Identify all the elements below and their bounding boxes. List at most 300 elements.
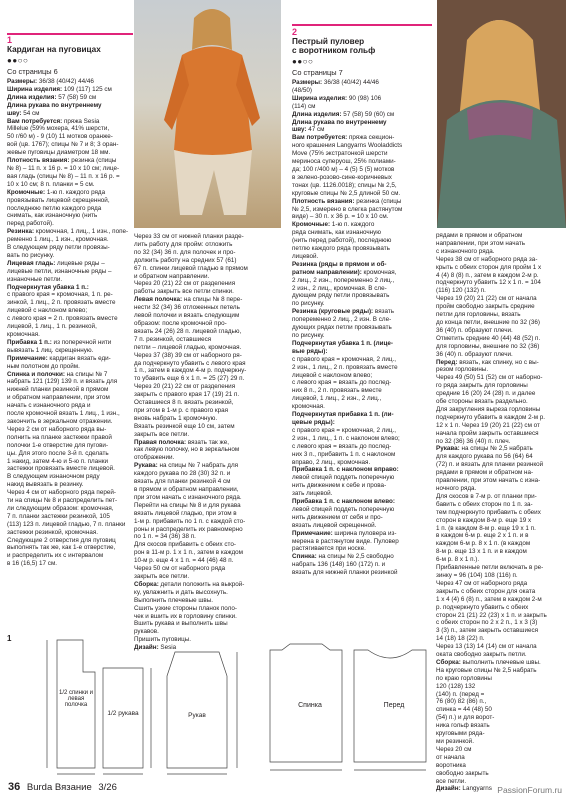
instruction-line: лицевой с наклоном влево; (292, 371, 373, 379)
instruction-line: лицевой с наклоном влево; (7, 307, 88, 315)
instruction-line: 1 накид, затем 4-ю и 5-ю п. планки (7, 457, 108, 465)
instruction-line: по 32 (34) 36 п. для полочек и про- (134, 248, 236, 256)
instruction-line: дующих рядах петли провязывать (292, 324, 392, 332)
schematic-label: 1/2 спинки и левая полочка (59, 690, 93, 708)
instruction-line: правлении, при этом начать с изна- (436, 477, 541, 485)
pattern-number: 2 (292, 27, 298, 37)
instruction-line: да; 100 г/400 м) – 4 (5) 5 (5) мотков (292, 165, 395, 173)
instruction-line: ку, увлажнить и дать высохнуть. (134, 588, 228, 596)
instruction-line: ти на спицы № 8 и распределить пет- (7, 497, 118, 505)
instruction-line: Оставшиеся 8 п. вязать резинкой, (134, 399, 234, 407)
instruction-line: сторон в каждом 8-м р. еще 19 х (436, 516, 532, 524)
instruction-heading: Подчеркнутая прибавка 1 п. (ли- (292, 411, 394, 419)
instruction-line: в зелено-розово-сине-коричневых (292, 173, 392, 181)
instruction-line: да подчеркнуто убавить с левого края (134, 359, 246, 367)
instruction-line: нить движением к себе и прова- (292, 482, 387, 490)
instruction-heading: Спинка: (292, 553, 317, 561)
instruction-heading: Правая полочка: (134, 438, 187, 446)
pattern1-instructions-col2 (134, 233, 282, 652)
instruction-line: вать по рисунку. (7, 251, 55, 259)
section-rule (7, 33, 133, 35)
instruction-line: ратном направлении): кромочная, (292, 268, 397, 276)
instruction-line: накид вывязать в резинку. (7, 481, 84, 489)
schematic-number: 1 (7, 634, 12, 643)
instruction-line: Спинка и полочки: на спицы № 7 (7, 370, 108, 378)
instruction-heading: Рукава: (134, 462, 158, 470)
instruction-line: ли следующим образом: кромочная, (7, 504, 114, 512)
instruction-line: Размеры: 36/38 (40/42) 44/46 (292, 79, 379, 86)
instruction-heading: вые ряды): (292, 347, 328, 355)
instruction-line: Через 20 см (436, 745, 472, 753)
instruction-line: 10-м р. еще 4 х 1 п. = 44 (46) 48 п. (134, 557, 234, 565)
instruction-line: 7 п. резинкой, оставшиеся (134, 335, 212, 343)
instruction-line (7, 284, 135, 292)
instruction-line: направлении, при этом начать (436, 239, 526, 247)
photo-cardigan-model (134, 0, 281, 228)
schematic-pattern1 (7, 632, 287, 777)
instruction-heading: цевые ряды): (292, 418, 335, 426)
instruction-line: Кромочные: 1-ю п. каждого (292, 221, 375, 229)
instruction-line: должить работу на средних 57 (61) (134, 256, 237, 264)
instruction-line: вязать лицевой скрещенной. (292, 521, 377, 529)
instruction-line: каждом 6-м р. 8 х 1 п. (в каждом (436, 540, 531, 548)
instruction-line: ряда снимать, как изнаночную (292, 229, 382, 237)
instruction-line: Примечание: кардиган вязать еди- (7, 354, 111, 362)
instruction-line: 1 п., затем в каждом 4-м р. подчеркну- (134, 367, 247, 375)
instruction-line (292, 340, 434, 348)
instruction-heading: шву: (292, 126, 307, 134)
instruction-line: то убавить еще 6 х 1 п. = 25 (27) 29 п. (134, 375, 245, 383)
pattern-title (292, 37, 375, 55)
issue-number: 3/26 (98, 782, 117, 793)
instruction-line: № 2,5, измерено в слегка растянутом (292, 205, 403, 213)
from-page-ref: Со страницы 7 (292, 68, 343, 77)
instruction-line: отображении. (134, 454, 175, 462)
instruction-line: Выполнить плечевые швы. (134, 596, 214, 604)
instruction-heading: Прибавка 1 п. с наклоном вправо: (292, 466, 399, 474)
instruction-line: тем подчеркнуто прибавить с обеих (436, 508, 541, 516)
pattern-title-line: Пестрый пуловер (292, 37, 365, 46)
instruction-line: левой спицей поддеть поперечную (292, 474, 395, 482)
instruction-line: рон в 11-м р. 1 х 1 п., затем в каждом (134, 549, 243, 557)
instruction-line: спинка = 44 (48) 50 (436, 706, 492, 714)
instruction-line: 120 (128) 132 (436, 682, 476, 690)
instruction-line: петли для горловины, вязать (436, 311, 521, 319)
instruction-line: них 3 п., прибавить 1 п. с наклоном (292, 450, 396, 458)
instruction-line: Сборка: выполнить плечевые швы. (436, 658, 541, 666)
instruction-line: крыть с обеих сторон для пройм 1 х (436, 263, 542, 271)
instruction-line: воротника (436, 761, 466, 769)
instruction-line: начала пройм закрыть оставшиеся (436, 429, 539, 437)
instruction-line: круговые спицы № 2,5 длиной 50 см. (292, 189, 401, 197)
instruction-line: Через 33 см от нижней планки разде- (134, 233, 244, 240)
instruction-line: рядами в прямом и обратном на- (436, 469, 534, 477)
instruction-line: набрать 136 (148) 160 (172) п. и (292, 561, 386, 569)
instruction-line: Вам потребуется: пряжа секцион- (292, 134, 395, 142)
section-rule (292, 24, 432, 26)
instruction-line: Вшить рукава и выполнить швы (134, 620, 228, 628)
instruction-line: и распределить их с интервалом (7, 552, 104, 560)
instruction-line (292, 419, 434, 427)
instruction-line: обе стороны вязать раздельно. (436, 398, 528, 406)
instruction-line: лицевой. (292, 252, 319, 260)
instruction-line: Через 38 см от наборного ряда за- (436, 255, 538, 263)
instruction-line: Кромочные: 1-ю п. каждого ряда (7, 188, 106, 196)
instruction-line: кромочная. (7, 331, 40, 338)
instruction-heading: Прибавка 1 п.: (7, 338, 52, 346)
instruction-line: для каждого рукава по 56 (64) 64 (436, 453, 533, 461)
instruction-line: кромочная. (292, 403, 325, 411)
instruction-line: и обратном направлении, при этом (7, 394, 110, 402)
instruction-line: зинкой, 1 лиц., 2 п. провязать вместе (7, 299, 116, 307)
instruction-line: Перейти на спицы № 8 и для рукава (134, 501, 241, 509)
instruction-line: с правого края = кромочная, 1 п. ре- (7, 291, 113, 299)
instruction-line: выполнять так же, как 1-е отверстие, (7, 544, 116, 552)
instruction-line: провязывать лицевой скрещенной, (7, 196, 110, 204)
instruction-line: жевые пуговицы диаметром 18 мм. (7, 149, 111, 157)
instruction-heading: Ширина изделия: (292, 94, 348, 102)
instruction-line: Рукава: на спицы № 2,5 набрать (436, 445, 533, 453)
instruction-line: набрать 121 (129) 139 п. и вязать для (7, 378, 118, 386)
instruction-line: них 8 п., 2 п. провязать вместе (292, 387, 382, 395)
instruction-line: (48/50) (292, 86, 312, 94)
instruction-heading: Примечание: (7, 354, 48, 362)
instruction-line: работы закрыть все петли спинки. (134, 288, 234, 296)
instruction-line: 12 х 1 п. Через 19 (20) 21 (22) см от (436, 421, 540, 429)
instruction-line: Через 47 см от наборного ряда (436, 579, 528, 587)
instruction-heading: Кромочные: (7, 188, 46, 196)
instruction-line: (54) п.) и для ворот- (436, 714, 495, 722)
pattern-number: 1 (7, 35, 13, 45)
instruction-line: шву: 47 см (292, 126, 325, 134)
instruction-line: образом: после кромочной про- (134, 319, 227, 327)
instruction-line: резом горловины. (436, 366, 489, 374)
instruction-heading: Перед: (436, 358, 458, 366)
instruction-line: вязать для нижней планки резинкой (292, 569, 398, 577)
instruction-heading: Вам потребуется: (7, 117, 63, 125)
instruction-line: Прибавленные петли включать в ре- (436, 564, 544, 572)
instruction-heading: Подчеркнутая убавка 1 п.: (7, 283, 89, 291)
schematic-label: Рукав (188, 712, 206, 719)
instruction-line (292, 411, 434, 419)
instruction-line: Для скосов прибавить с обеих сто- (134, 541, 236, 549)
instruction-line: Через 49 (50) 51 (52) см от наборно- (436, 374, 543, 382)
instruction-line: ного крашения Langyarns Wooladdicts (292, 142, 403, 150)
instruction-line: го ряда закрыть для горловины (436, 382, 528, 390)
instruction-heading: Плотность вязания: (7, 157, 70, 165)
magazine-name: Burda Вязание (26, 782, 92, 793)
instruction-line: по 32 (36) 36 (40) п. плеч. (436, 437, 511, 445)
instruction-line: Через 4 см от наборного ряда перей- (7, 489, 116, 497)
instruction-line: в каждом 6-м р. еще 2 х 1 п. и в (436, 532, 529, 540)
instruction-line: в 16 (16,5) 17 см. (7, 560, 58, 568)
from-page-ref: Со страницы 6 (7, 67, 58, 76)
instruction-line: р. подчеркнуто убавить с обеих (436, 603, 529, 611)
instruction-line: 1 х 4 (4) 6 (8) п., затем в каждом 2-м (436, 595, 542, 603)
instruction-line: изнаночные петли. (7, 275, 63, 283)
instruction-line: по 1 п. = 34 (36) 38 п. (134, 533, 196, 541)
instruction-line: мериноса суперуош, 25% полиами- (292, 158, 396, 166)
instruction-line: бавить с обеих сторон по 1 п. за- (436, 500, 533, 508)
instruction-line: 76 (80) 82 (86) п., (436, 698, 487, 706)
instruction-line: ным полотном до пройм. (7, 362, 80, 370)
instruction-line: Для закругления выреза горловины (436, 405, 541, 413)
pattern2-instructions-col1 (292, 79, 434, 577)
instruction-line: Через 2 см от наборного ряда вы- (7, 425, 107, 433)
instruction-line: В следующем изнаночном ряду (7, 473, 100, 481)
instruction-heading: Вам потребуется: (292, 134, 348, 142)
instruction-line: 1 п. (в каждом 8-м р. еще 19 х 1 п. (436, 524, 536, 532)
instruction-line: по краю горловины (436, 674, 492, 682)
pattern2-instructions-col2 (436, 232, 564, 793)
instruction-line: 36 (40) п. образуют плечи. (436, 326, 513, 334)
instruction-line: с правого края = кромочная, 2 лиц., (292, 426, 397, 434)
instruction-heading: Прибавка 1 п. с наклоном влево: (292, 498, 395, 506)
instruction-line: роны и распределить их равномерно (134, 525, 243, 533)
instruction-line (292, 261, 434, 269)
instruction-line: начать с изнаночного ряда и (7, 402, 91, 410)
instruction-line: вая гладь (спицы № 8) – 11 п. х 16 р. = (7, 172, 120, 180)
instruction-line: последнюю петлю каждого ряда (7, 204, 102, 212)
instruction-line: (140) п. (перед = (436, 690, 485, 698)
instruction-line: 1-м р. прибавить по 1 п. с каждой сто- (134, 517, 246, 525)
schematic-pattern2 (292, 622, 442, 777)
instruction-line: закрыть с правого края 17 (19) 21 п. (134, 391, 240, 399)
instruction-line: цы. Для этого после 3-й п. сделать (7, 449, 109, 457)
instruction-line: при этом в 1-м р. с правого края (134, 406, 229, 414)
instruction-line: Пришить пуговицы. (134, 636, 191, 644)
instruction-line: Вязать резинкой еще 10 см, затем (134, 422, 235, 430)
instruction-line: 36 (40) п. образуют плечи. (436, 350, 513, 358)
instruction-line: Плотность вязания: резинка (спицы (292, 197, 402, 205)
instruction-line: Резинка (круговые ряды): вязать (292, 308, 395, 316)
instruction-heading: Резинка: (7, 228, 35, 236)
instruction-heading: Подчеркнутая убавка 1 п. (лице- (292, 339, 393, 347)
instruction-line: Millelue (59% мохера, 41% шерсти, (7, 125, 110, 133)
instruction-line: закрыть с обеих сторон для оката (436, 587, 536, 595)
instruction-line: Примечание: ширина пуловера из- (292, 529, 397, 537)
instruction-line: 14 (18) 18 (22) п. (436, 635, 485, 643)
instruction-line: лицевой, 1 лиц., 1 п. резинкой, (7, 323, 97, 331)
instruction-line: шву: 54 см (7, 109, 40, 117)
instruction-heading: Сборка: (134, 580, 159, 588)
instruction-line: растягивается при носке. (292, 545, 366, 553)
instruction-line: оката свободно закрыть петли. (436, 651, 527, 659)
instruction-line: рукавов. (134, 628, 159, 636)
instruction-line: по рисунку. (292, 332, 325, 339)
instruction-line: рядами в прямом и обратном (436, 232, 523, 239)
instruction-line (292, 119, 434, 127)
instruction-line: ника гольф вязать (436, 722, 490, 730)
schematic-label: Перед (383, 702, 405, 709)
instruction-line: 2 лиц., 2 изн., попеременно 2 лиц., (292, 276, 395, 284)
instruction-line: с правого края = кромочная, 2 лиц., (292, 355, 397, 363)
instruction-line: Move (75% экстратонкой шерсти (292, 150, 388, 158)
instruction-line: средние 16 (20) 24 (28) п. и далее (436, 390, 536, 398)
instruction-line: ми резинкой. (436, 738, 474, 745)
instruction-line: левой полочки и вязать следующим (134, 312, 240, 320)
instruction-line: вой (цв. 1767); спицы № 7 и 8; 3 оран- (7, 141, 119, 149)
instruction-line: вновь набрать 1 кромочную. (134, 414, 218, 422)
instruction-line: Сшить узкие стороны планок поло- (134, 604, 237, 612)
instruction-heading: Рукава: (436, 445, 460, 453)
instruction-line: Перед: вязать, как спинку, но с вы- (436, 358, 539, 366)
instruction-heading: Дизайн: (436, 785, 461, 793)
instruction-heading: Длина изделия: (7, 93, 57, 101)
instruction-line: Рукава: на спицы № 7 набрать для (134, 462, 239, 470)
instruction-line: Сборка: детали положить на выкрой- (134, 580, 245, 588)
instruction-line: левой спицей поддеть поперечную (292, 505, 395, 513)
instruction-line: чек и вшить их в горловину спинки. (134, 612, 237, 620)
instruction-line: застежки резинкой, кромочная. (7, 528, 98, 536)
instruction-line: перед работой). (7, 220, 54, 228)
instruction-line: свободно закрыть (436, 769, 489, 777)
instruction-line: с левого края = вязать до послед- (292, 442, 392, 450)
instruction-line: нести 32 (34) 36 отложенных петель (134, 304, 240, 312)
instruction-line: зать лицевой. (292, 490, 333, 498)
instruction-line: 50 г/60 м) - 9 (10) 11 мотков оранже- (7, 133, 113, 141)
instruction-heading: Лицевая гладь: (7, 259, 56, 267)
instruction-line: На круговые спицы № 2,5 набрать (436, 666, 537, 674)
instruction-line: попеременно 2 лиц., 2 изн. В сле- (292, 316, 392, 324)
instruction-line: 7 п. планки застежки резинкой, 105 (7, 512, 110, 520)
instruction-line: Через 19 (20) 21 (22) см от начала (436, 295, 537, 303)
instruction-line: с изнаночного ряда. (436, 247, 495, 255)
instruction-line: Дизайн: Langyarns (436, 785, 492, 793)
instruction-line: по рисунку. (292, 300, 325, 308)
instruction-line: Вам потребуется: пряжа Sesia (7, 117, 100, 125)
instruction-line: петли – лицевой гладью, кромочная. (134, 343, 242, 351)
instruction-line: от начала (436, 753, 465, 761)
instruction-line: Через 50 см от наборного ряда (134, 565, 226, 573)
instruction-heading: Примечание: (292, 529, 333, 537)
instruction-line (7, 102, 135, 110)
instruction-line: Следующие 2 отверстия для пуговиц (7, 536, 116, 544)
instruction-line: Ширина изделия: 90 (98) 106 (292, 94, 382, 102)
instruction-line: Через 37 (38) 39 см от наборного ря- (134, 351, 242, 359)
instruction-line: 3 (3) п., затем закрыть оставшиеся (436, 627, 539, 635)
instruction-line: застежки провязать вместе лицевой. (7, 465, 115, 473)
instruction-line: Ширина изделия: 109 (117) 125 см (7, 85, 112, 93)
instruction-line: дующем ряду петли провязывать (292, 292, 390, 300)
instruction-line: закончить в зеркальном отражении. (7, 417, 113, 425)
instruction-line: с левого края = вязать до послед- (292, 379, 392, 387)
instruction-heading: Резинка (ряды в прямом и об- (292, 260, 387, 268)
instruction-heading: ратном направлении): (292, 268, 362, 276)
instruction-line: Плотность вязания: резинка (спицы (7, 157, 117, 165)
pattern1-instructions-col1 (7, 78, 135, 568)
instruction-line: Через 13 (13) 14 (14) см от начала (436, 643, 537, 651)
photo-pullover-model (437, 0, 566, 228)
instruction-line: Дизайн: Sesia (134, 644, 177, 652)
instruction-line: Правая полочка: вязать так же, (134, 438, 229, 446)
instruction-line: лицевой, 1 лиц., 2 изн., 2 лиц., (292, 395, 382, 403)
instruction-line: Для скосов в 7-м р. от планки при- (436, 492, 537, 500)
instruction-line: ременно 1 лиц., 1 изн., кромочная. (7, 236, 109, 244)
instruction-line: пройм свободно закрыть средние (436, 303, 535, 311)
instruction-line: вывязать 1 лиц. скрещенную. (7, 346, 94, 354)
instruction-line: (нить перед работой), последнюю (292, 237, 392, 245)
instruction-heading: Дизайн: (134, 644, 159, 652)
instruction-line: 8-м р. еще 13 х 1 п. и в каждом (436, 548, 527, 556)
instruction-line: Через 20 (21) 22 см от разделения (134, 280, 236, 288)
instruction-line: 2 изн., 1 лиц., 1 п. с наклоном влево; (292, 434, 400, 442)
instruction-line: В следующем ряду петли провязы- (7, 244, 110, 252)
instruction-line: нижней планки резинкой в прямом (7, 386, 109, 394)
instruction-line: 4 (4) 8 (8) п., затем в каждом 2-м р. (436, 271, 539, 279)
instruction-line: до конца петли, внешние по 32 (36) (436, 318, 540, 326)
instruction-line: тонах (цв. 1126.0018); спицы № 2,5, (292, 181, 397, 189)
instruction-line: 6-м р. 8 х 1 п.). (436, 556, 480, 564)
instruction-line: ночного ряда. (436, 485, 477, 492)
instruction-line: с обеих сторон по 2 х 2 п., 1 х 3 (3) (436, 619, 538, 627)
instruction-line: после кромочной вязать 1 лиц., 1 изн., (7, 410, 120, 418)
instruction-line (292, 498, 434, 506)
instruction-line: (116) 120 (132) п. (436, 287, 486, 295)
instruction-line: Длина изделия: 57 (58) 59 (60) см (292, 110, 395, 118)
instruction-heading: Размеры: (292, 79, 323, 86)
instruction-line: Резинка: кромочная, 1 лиц., 1 изн., попе- (7, 228, 129, 236)
instruction-heading: Длина изделия: (292, 110, 342, 118)
instruction-line: полочки 1-е отверстие для пугови- (7, 441, 109, 449)
instruction-heading: Спинка и полочки: (7, 370, 65, 378)
instruction-heading: Длина рукава по внутреннему (7, 101, 102, 109)
instruction-line: Прибавка 1 п.: из поперечной нити (7, 338, 112, 346)
page-footer (8, 781, 117, 793)
instruction-line: и обратном направлении. (134, 272, 210, 280)
instruction-line: все петли. (436, 777, 467, 785)
instruction-line: мерена в растянутом виде. Пуловер (292, 537, 399, 545)
instruction-line: лить работу для пройм: отложить (134, 240, 233, 248)
instruction-line: 10 х 10 см; 8 п. планки = 5 см. (7, 180, 95, 188)
instruction-line: Через 20 (21) 22 см от разделения (134, 383, 236, 391)
instruction-line: 2 изн., 2 лиц., кромочная. В сле- (292, 284, 387, 292)
instruction-line: подчеркнуто убавить 12 х 1 п. = 104 (436, 279, 541, 287)
instruction-line: лицевые петли, изнаночные ряды – (7, 267, 112, 275)
instruction-line: нить движением от себя и про- (292, 513, 383, 521)
instruction-line: каждого рукава по 28 (30) 32 п. и (134, 470, 231, 478)
instruction-heading: Сборка: (436, 658, 461, 666)
instruction-line: при этом начать с изнаночного ряда. (134, 493, 242, 501)
instruction-line: для горловины, внешние по 32 (36) (436, 342, 540, 350)
instruction-line: (72) п. и вязать для планки резинкой (436, 461, 544, 469)
instruction-line: 67 п. спинки лицевой гладью в прямом (134, 264, 248, 272)
instruction-line: закрыть все петли. (134, 430, 190, 438)
instruction-heading: Левая полочка: (134, 296, 183, 304)
instruction-line: Размеры: 36/38 (40/42) 44/46 (7, 78, 94, 85)
instruction-heading: Кромочные: (292, 221, 331, 229)
pattern-title-line: с воротником гольф (292, 46, 376, 55)
instruction-line: Спинка: на спицы № 2,5 свободно (292, 553, 394, 561)
instruction-line: полнить на планке застежки правой (7, 433, 112, 441)
instruction-line: в прямом и обратном направлении, (134, 486, 239, 493)
instruction-line: с левого края = 2 п. провязать вместе (7, 315, 118, 323)
instruction-line: вязать для планки резинкой 4 см (134, 478, 231, 486)
instruction-heading: Ширина изделия: (7, 85, 63, 93)
instruction-line: закрыть все петли. (134, 572, 190, 580)
instruction-line: вязать 24 (26) 28 п. лицевой гладью, (134, 327, 242, 335)
schematic-label: Спинка (298, 702, 322, 709)
instruction-line: 2 изн., 1 лиц., 2 п. провязать вместе (292, 363, 398, 371)
instruction-line: снимать, как изнаночную (нить (7, 212, 98, 220)
instruction-line: Длина изделия: 57 (58) 59 см (7, 93, 97, 101)
instruction-line: подчеркнуто убавить в каждом 2-м р. (436, 413, 546, 421)
instruction-line: зинку = 96 (104) 108 (116) п. (436, 571, 518, 579)
instruction-heading: Размеры: (7, 78, 38, 85)
instruction-line: как левую полочку, но в зеркальном (134, 446, 240, 454)
instruction-line: (113) 123 п. лицевой гладью, 7 п. планки (7, 520, 126, 528)
instruction-line: Лицевая гладь: лицевые ряды – (7, 259, 105, 267)
